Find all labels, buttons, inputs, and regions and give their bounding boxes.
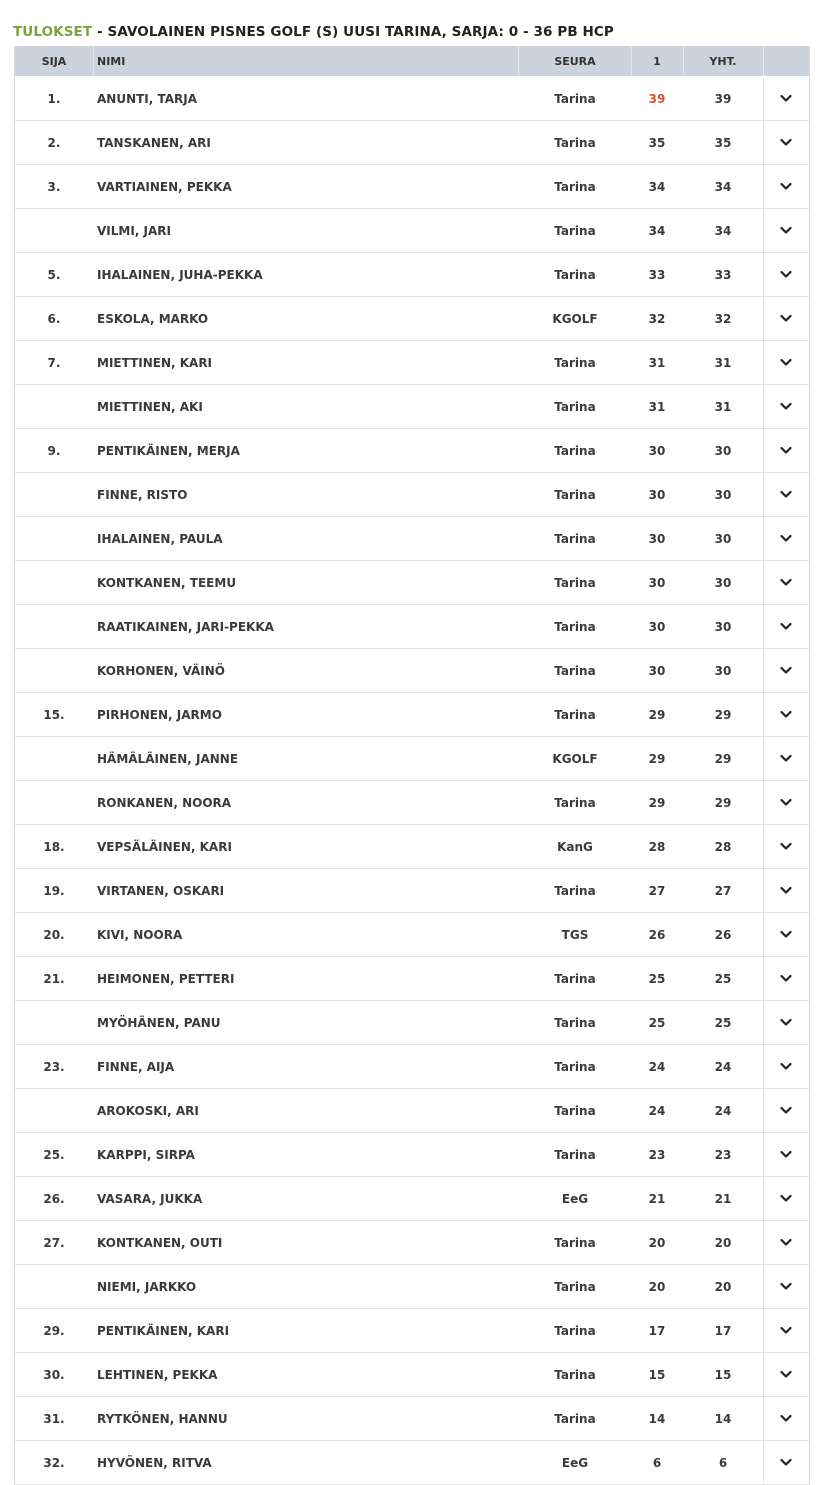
club-cell: Tarina: [554, 575, 596, 590]
round1-score: 17: [648, 1323, 666, 1338]
club-cell: Tarina: [554, 1103, 596, 1118]
expand-row-button[interactable]: [763, 913, 810, 956]
expand-row-button[interactable]: [763, 1353, 810, 1396]
expand-row-button[interactable]: [763, 1001, 810, 1044]
table-row[interactable]: [15, 605, 809, 649]
round1-score: 34: [648, 179, 666, 194]
expand-row-button[interactable]: [763, 561, 810, 604]
total-score: 35: [714, 135, 732, 150]
chevron-down-icon: [780, 1458, 792, 1467]
total-score: 29: [714, 795, 732, 810]
rank-cell: 9.: [47, 443, 61, 458]
club-cell: Tarina: [554, 443, 596, 458]
club-cell: Tarina: [554, 1323, 596, 1338]
rank-cell: 25.: [43, 1147, 65, 1162]
club-cell: Tarina: [554, 1015, 596, 1030]
player-name[interactable]: HEIMONEN, PETTERI: [97, 971, 235, 986]
total-score: 30: [714, 575, 732, 590]
round1-score: 6: [652, 1455, 662, 1470]
round1-score: 21: [648, 1191, 666, 1206]
rank-cell: 23.: [43, 1059, 65, 1074]
chevron-down-icon: [780, 94, 792, 103]
expand-row-button[interactable]: [763, 781, 810, 824]
table-row[interactable]: [15, 693, 809, 737]
total-score: 30: [714, 531, 732, 546]
round1-score: 20: [648, 1279, 666, 1294]
round1-score: 30: [648, 443, 666, 458]
rank-cell: 18.: [43, 839, 65, 854]
club-cell: TGS: [561, 927, 589, 942]
player-name[interactable]: MIETTINEN, AKI: [97, 399, 203, 414]
chevron-down-icon: [780, 358, 792, 367]
player-name[interactable]: VASARA, JUKKA: [97, 1191, 203, 1206]
total-score: 30: [714, 443, 732, 458]
col-header-seura[interactable]: SEURA: [554, 55, 596, 68]
rank-cell: 30.: [43, 1367, 65, 1382]
player-name[interactable]: ESKOLA, MARKO: [97, 311, 209, 326]
round1-score: 31: [648, 355, 666, 370]
total-score: 28: [714, 839, 732, 854]
player-name[interactable]: MYÖHÄNEN, PANU: [97, 1015, 221, 1030]
expand-row-button[interactable]: [763, 693, 810, 736]
table-row[interactable]: [15, 1309, 809, 1353]
total-score: 15: [714, 1367, 732, 1382]
chevron-down-icon: [780, 1282, 792, 1291]
table-row[interactable]: [15, 429, 809, 473]
player-name[interactable]: PENTIKÄINEN, KARI: [97, 1323, 230, 1338]
round1-score: 35: [648, 135, 666, 150]
chevron-down-icon: [780, 490, 792, 499]
round1-score: 34: [648, 223, 666, 238]
player-name[interactable]: KONTKANEN, OUTI: [97, 1235, 223, 1250]
club-cell: Tarina: [554, 531, 596, 546]
club-cell: EeG: [561, 1455, 589, 1470]
round1-score: 20: [648, 1235, 666, 1250]
chevron-down-icon: [780, 1062, 792, 1071]
club-cell: Tarina: [554, 1235, 596, 1250]
player-name[interactable]: KORHONEN, VÄINÖ: [97, 663, 225, 678]
expand-row-button[interactable]: [763, 297, 810, 340]
expand-row-button[interactable]: [763, 253, 810, 296]
club-cell: KGOLF: [552, 311, 598, 326]
expand-row-button[interactable]: [763, 1045, 810, 1088]
player-name[interactable]: PENTIKÄINEN, MERJA: [97, 443, 240, 458]
chevron-down-icon: [780, 666, 792, 675]
club-cell: Tarina: [554, 883, 596, 898]
total-score: 29: [714, 751, 732, 766]
total-score: 20: [714, 1235, 732, 1250]
expand-row-button[interactable]: [763, 165, 810, 208]
round1-score: 33: [648, 267, 666, 282]
rank-cell: 31.: [43, 1411, 65, 1426]
rank-cell: 1.: [47, 92, 61, 106]
round1-score: 30: [648, 619, 666, 634]
expand-row-button[interactable]: [763, 825, 810, 868]
player-name[interactable]: KIVI, NOORA: [97, 927, 183, 942]
total-score: 26: [714, 927, 732, 942]
round1-score: 29: [648, 795, 666, 810]
club-cell: Tarina: [554, 267, 596, 282]
page-title: [13, 24, 614, 40]
table-row[interactable]: [15, 1265, 809, 1309]
player-name[interactable]: FINNE, RISTO: [97, 487, 188, 502]
table-row[interactable]: [15, 913, 809, 957]
round1-score: 29: [648, 707, 666, 722]
player-name[interactable]: RONKANEN, NOORA: [97, 795, 232, 810]
player-name[interactable]: IHALAINEN, JUHA-PEKKA: [97, 267, 263, 282]
player-name[interactable]: NIEMI, JARKKO: [97, 1279, 197, 1294]
player-name[interactable]: HYVÖNEN, RITVA: [97, 1455, 212, 1470]
rank-cell: 3.: [47, 179, 61, 194]
player-name[interactable]: VEPSÄLÄINEN, KARI: [97, 839, 232, 854]
chevron-down-icon: [780, 710, 792, 719]
player-name[interactable]: ANUNTI, TARJA: [97, 92, 198, 106]
chevron-down-icon: [780, 974, 792, 983]
table-row[interactable]: [15, 385, 809, 429]
total-score: 20: [714, 1279, 732, 1294]
total-score: 17: [714, 1323, 732, 1338]
round1-score: 25: [648, 971, 666, 986]
table-row[interactable]: [15, 561, 809, 605]
table-row[interactable]: [15, 209, 809, 253]
chevron-down-icon: [780, 402, 792, 411]
chevron-down-icon: [780, 754, 792, 763]
table-row[interactable]: [15, 737, 809, 781]
table-row[interactable]: [15, 341, 809, 385]
round1-score: 30: [648, 575, 666, 590]
chevron-down-icon: [780, 622, 792, 631]
total-score: 24: [714, 1103, 732, 1118]
player-name[interactable]: VILMI, JARI: [97, 223, 171, 238]
round1-score: 28: [648, 839, 666, 854]
expand-row-button[interactable]: [763, 869, 810, 912]
club-cell: Tarina: [554, 179, 596, 194]
chevron-down-icon: [780, 314, 792, 323]
expand-row-button[interactable]: [763, 121, 810, 164]
rank-cell: 20.: [43, 927, 65, 942]
player-name[interactable]: VIRTANEN, OSKARI: [97, 883, 225, 898]
club-cell: Tarina: [554, 707, 596, 722]
total-score: 25: [714, 1015, 732, 1030]
expand-row-button[interactable]: [763, 209, 810, 252]
round1-score: 14: [648, 1411, 666, 1426]
chevron-down-icon: [780, 182, 792, 191]
rank-cell: 7.: [47, 355, 61, 370]
chevron-down-icon: [780, 1018, 792, 1027]
chevron-down-icon: [780, 1194, 792, 1203]
expand-row-button[interactable]: [763, 1221, 810, 1264]
table-row[interactable]: [15, 1089, 809, 1133]
rank-cell: 5.: [47, 267, 61, 282]
club-cell: KGOLF: [552, 751, 598, 766]
player-name[interactable]: PIRHONEN, JARMO: [97, 707, 222, 722]
rank-cell: 6.: [47, 311, 61, 326]
table-row[interactable]: [15, 165, 809, 209]
club-cell: KanG: [557, 839, 593, 854]
col-header-sija[interactable]: SIJA: [41, 55, 67, 68]
table-row[interactable]: [15, 473, 809, 517]
table-row[interactable]: [15, 1397, 809, 1441]
player-name[interactable]: TANSKANEN, ARI: [97, 135, 211, 150]
chevron-down-icon: [780, 138, 792, 147]
table-row[interactable]: [15, 869, 809, 913]
col-header-round1[interactable]: 1: [653, 55, 661, 68]
total-score: 24: [714, 1059, 732, 1074]
chevron-down-icon: [780, 930, 792, 939]
rank-cell: 26.: [43, 1191, 65, 1206]
round1-score: 31: [648, 399, 666, 414]
round1-score: 27: [648, 883, 666, 898]
total-score: 34: [714, 223, 732, 238]
club-cell: EeG: [561, 1191, 589, 1206]
player-name[interactable]: HÄMÄLÄINEN, JANNE: [97, 751, 239, 766]
expand-row-button[interactable]: [763, 517, 810, 560]
club-cell: Tarina: [554, 1059, 596, 1074]
club-cell: Tarina: [554, 971, 596, 986]
table-row[interactable]: [15, 253, 809, 297]
table-row[interactable]: [15, 517, 809, 561]
round1-score: 30: [648, 663, 666, 678]
total-score: 31: [714, 355, 732, 370]
rank-cell: 27.: [43, 1235, 65, 1250]
total-score: 14: [714, 1411, 732, 1426]
round1-score: 26: [648, 927, 666, 942]
expand-row-button[interactable]: [763, 1397, 810, 1440]
total-score: 34: [714, 179, 732, 194]
round1-score: 24: [648, 1059, 666, 1074]
rank-cell: 15.: [43, 707, 65, 722]
table-row[interactable]: [15, 78, 809, 121]
expand-row-button[interactable]: [763, 1265, 810, 1308]
round1-score: 23: [648, 1147, 666, 1162]
table-row[interactable]: [15, 781, 809, 825]
club-cell: Tarina: [554, 1367, 596, 1382]
club-cell: Tarina: [554, 355, 596, 370]
total-score: 32: [714, 311, 732, 326]
round1-score: 30: [648, 531, 666, 546]
expand-row-button[interactable]: [763, 605, 810, 648]
club-cell: Tarina: [554, 1279, 596, 1294]
round1-score: 24: [648, 1103, 666, 1118]
table-row[interactable]: [15, 1221, 809, 1265]
table-row[interactable]: [15, 1133, 809, 1177]
chevron-down-icon: [780, 270, 792, 279]
player-name[interactable]: AROKOSKI, ARI: [97, 1103, 199, 1118]
table-row[interactable]: [15, 1001, 809, 1045]
col-header-nimi[interactable]: NIMI: [97, 55, 126, 68]
club-cell: Tarina: [554, 223, 596, 238]
club-cell: Tarina: [554, 663, 596, 678]
col-header-total[interactable]: YHT.: [709, 55, 737, 68]
competition-title: - SAVOLAINEN PISNES GOLF (S) UUSI TARINA, SARJA: 0 - 36 PB HCP: [92, 24, 614, 40]
chevron-down-icon: [780, 842, 792, 851]
table-row[interactable]: [15, 825, 809, 869]
expand-row-button[interactable]: [763, 1089, 810, 1132]
player-name[interactable]: FINNE, AIJA: [97, 1059, 175, 1074]
player-name[interactable]: KONTKANEN, TEEMU: [97, 575, 237, 590]
table-row[interactable]: [15, 1441, 809, 1485]
total-score: 27: [714, 883, 732, 898]
expand-row-button[interactable]: [763, 1177, 810, 1220]
chevron-down-icon: [780, 446, 792, 455]
total-score: 21: [714, 1191, 732, 1206]
table-row[interactable]: [15, 649, 809, 693]
expand-row-button[interactable]: [763, 429, 810, 472]
table-row[interactable]: [15, 1177, 809, 1221]
chevron-down-icon: [780, 886, 792, 895]
player-name[interactable]: IHALAINEN, PAULA: [97, 531, 223, 546]
expand-row-button[interactable]: [763, 78, 810, 120]
chevron-down-icon: [780, 798, 792, 807]
club-cell: Tarina: [554, 1147, 596, 1162]
chevron-down-icon: [780, 534, 792, 543]
player-name[interactable]: MIETTINEN, KARI: [97, 355, 213, 370]
chevron-down-icon: [780, 1238, 792, 1247]
club-cell: Tarina: [554, 92, 596, 106]
chevron-down-icon: [780, 1106, 792, 1115]
total-score: 6: [718, 1455, 728, 1470]
round1-score: 25: [648, 1015, 666, 1030]
round1-score: 30: [648, 487, 666, 502]
expand-row-button[interactable]: [763, 649, 810, 692]
total-score: 39: [714, 92, 732, 106]
rank-cell: 21.: [43, 971, 65, 986]
table-row[interactable]: [15, 957, 809, 1001]
expand-row-button[interactable]: [763, 341, 810, 384]
table-row[interactable]: [15, 297, 809, 341]
expand-row-button[interactable]: [763, 957, 810, 1000]
club-cell: Tarina: [554, 1411, 596, 1426]
rank-cell: 2.: [47, 135, 61, 150]
player-name[interactable]: RYTKÖNEN, HANNU: [97, 1411, 228, 1426]
chevron-down-icon: [780, 1326, 792, 1335]
chevron-down-icon: [780, 1150, 792, 1159]
results-heading[interactable]: TULOKSET: [13, 24, 93, 40]
chevron-down-icon: [780, 578, 792, 587]
player-name[interactable]: RAATIKAINEN, JARI-PEKKA: [97, 619, 274, 634]
player-name[interactable]: LEHTINEN, PEKKA: [97, 1367, 218, 1382]
expand-row-button[interactable]: [763, 1309, 810, 1352]
rank-cell: 32.: [43, 1455, 65, 1470]
chevron-down-icon: [780, 1370, 792, 1379]
round1-score: 39: [648, 92, 666, 106]
chevron-down-icon: [780, 1414, 792, 1423]
expand-row-button[interactable]: [763, 385, 810, 428]
total-score: 30: [714, 487, 732, 502]
expand-row-button[interactable]: [763, 473, 810, 516]
club-cell: Tarina: [554, 399, 596, 414]
total-score: 25: [714, 971, 732, 986]
total-score: 23: [714, 1147, 732, 1162]
table-body: [15, 78, 809, 1485]
rank-cell: 29.: [43, 1323, 65, 1338]
round1-score: 29: [648, 751, 666, 766]
expand-row-button[interactable]: [763, 1441, 810, 1484]
club-cell: Tarina: [554, 795, 596, 810]
round1-score: 32: [648, 311, 666, 326]
total-score: 30: [714, 619, 732, 634]
round1-score: 15: [648, 1367, 666, 1382]
expand-row-button[interactable]: [763, 1133, 810, 1176]
table-row[interactable]: [15, 1353, 809, 1397]
table-header: [15, 46, 809, 76]
table-row[interactable]: [15, 1045, 809, 1089]
total-score: 31: [714, 399, 732, 414]
table-row[interactable]: [15, 121, 809, 165]
total-score: 33: [714, 267, 732, 282]
club-cell: Tarina: [554, 619, 596, 634]
player-name[interactable]: KARPPI, SIRPA: [97, 1147, 195, 1162]
results-table: [14, 46, 810, 1485]
rank-cell: 19.: [43, 883, 65, 898]
expand-row-button[interactable]: [763, 737, 810, 780]
club-cell: Tarina: [554, 135, 596, 150]
player-name[interactable]: VARTIAINEN, PEKKA: [97, 179, 232, 194]
total-score: 30: [714, 663, 732, 678]
club-cell: Tarina: [554, 487, 596, 502]
chevron-down-icon: [780, 226, 792, 235]
total-score: 29: [714, 707, 732, 722]
